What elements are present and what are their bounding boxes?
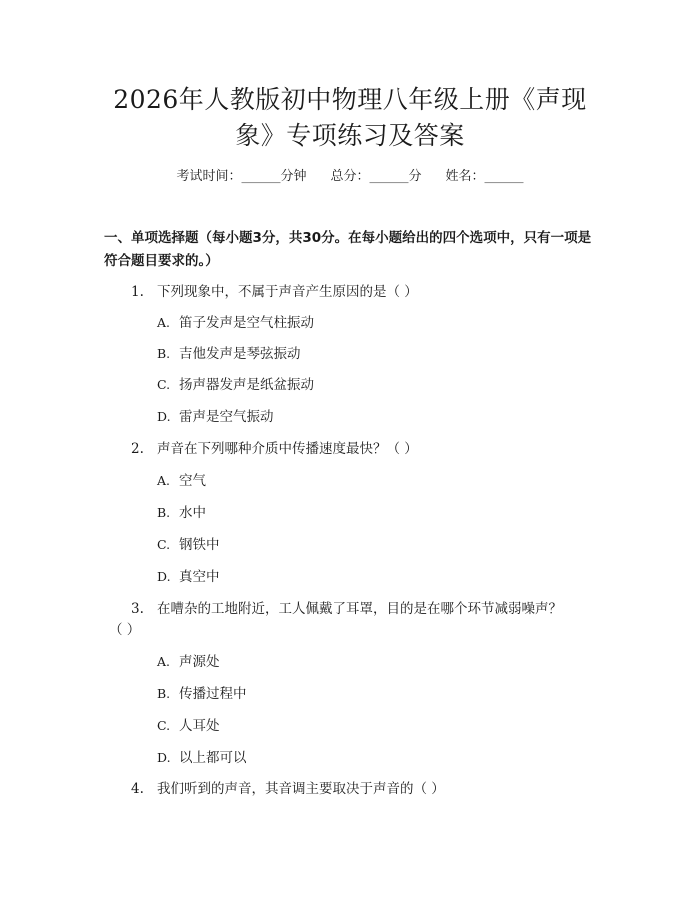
question-number: 3. xyxy=(131,601,144,617)
option-letter: C. xyxy=(157,377,171,392)
option-1c xyxy=(157,375,314,395)
option-3c xyxy=(157,716,220,736)
question-text: 声音在下列哪种介质中传播速度最快？（ ） xyxy=(157,441,418,457)
total-score-field: 总分：______分 xyxy=(330,169,422,184)
option-text: 声源处 xyxy=(179,654,220,670)
option-text: 雷声是空气振动 xyxy=(179,409,274,425)
option-text: 空气 xyxy=(179,473,206,489)
question-text: 我们听到的声音，其音调主要取决于声音的（ ） xyxy=(157,781,445,797)
option-letter: C. xyxy=(157,718,171,733)
question-text: 下列现象中，不属于声音产生原因的是（ ） xyxy=(157,284,418,300)
exam-time-field: 考试时间：______分钟 xyxy=(176,169,307,184)
question-text: 在嘈杂的工地附近，工人佩戴了耳罩，目的是在哪个环节减弱噪声？ xyxy=(157,601,562,617)
option-2a xyxy=(157,471,206,491)
option-1b xyxy=(157,344,301,364)
option-letter: D. xyxy=(157,409,171,424)
option-text: 钢铁中 xyxy=(179,537,220,553)
option-text: 笛子发声是空气柱振动 xyxy=(179,315,314,331)
option-letter: B. xyxy=(157,346,171,361)
option-letter: A. xyxy=(157,315,171,330)
option-text: 吉他发声是琴弦振动 xyxy=(179,346,301,362)
option-text: 扬声器发声是纸盆振动 xyxy=(179,377,314,393)
option-2b xyxy=(157,503,206,523)
option-1a xyxy=(157,313,314,333)
question-number: 1. xyxy=(131,284,144,300)
option-1d xyxy=(157,407,274,427)
option-letter: B. xyxy=(157,686,171,701)
document-title-line1: 2026年人教版初中物理八年级上册《声现 xyxy=(113,85,587,114)
option-2d xyxy=(157,567,220,587)
student-name-field: 姓名：______ xyxy=(445,169,524,184)
option-3b xyxy=(157,684,247,704)
option-text: 真空中 xyxy=(179,569,220,585)
option-3d xyxy=(157,748,247,768)
option-3a xyxy=(157,652,220,672)
option-2c xyxy=(157,535,220,555)
option-letter: D. xyxy=(157,569,171,584)
option-letter: B. xyxy=(157,505,171,520)
answer-bracket: （ ） xyxy=(109,622,141,638)
document-title-line2: 象》专项练习及答案 xyxy=(235,121,465,150)
question-number: 4. xyxy=(131,781,144,797)
option-text: 水中 xyxy=(179,505,206,521)
option-letter: D. xyxy=(157,750,171,765)
option-text: 以上都可以 xyxy=(179,750,247,766)
option-letter: A. xyxy=(157,654,171,669)
option-letter: C. xyxy=(157,537,171,552)
option-letter: A. xyxy=(157,473,171,488)
section-heading: 一、单项选择题（每小题3分，共30分。在每小题给出的四个选项中，只有一项是符合题目要求的。） xyxy=(104,230,592,269)
question-number: 2. xyxy=(131,441,144,457)
exam-info-row xyxy=(0,168,700,186)
option-text: 人耳处 xyxy=(179,718,220,734)
option-text: 传播过程中 xyxy=(179,686,247,702)
